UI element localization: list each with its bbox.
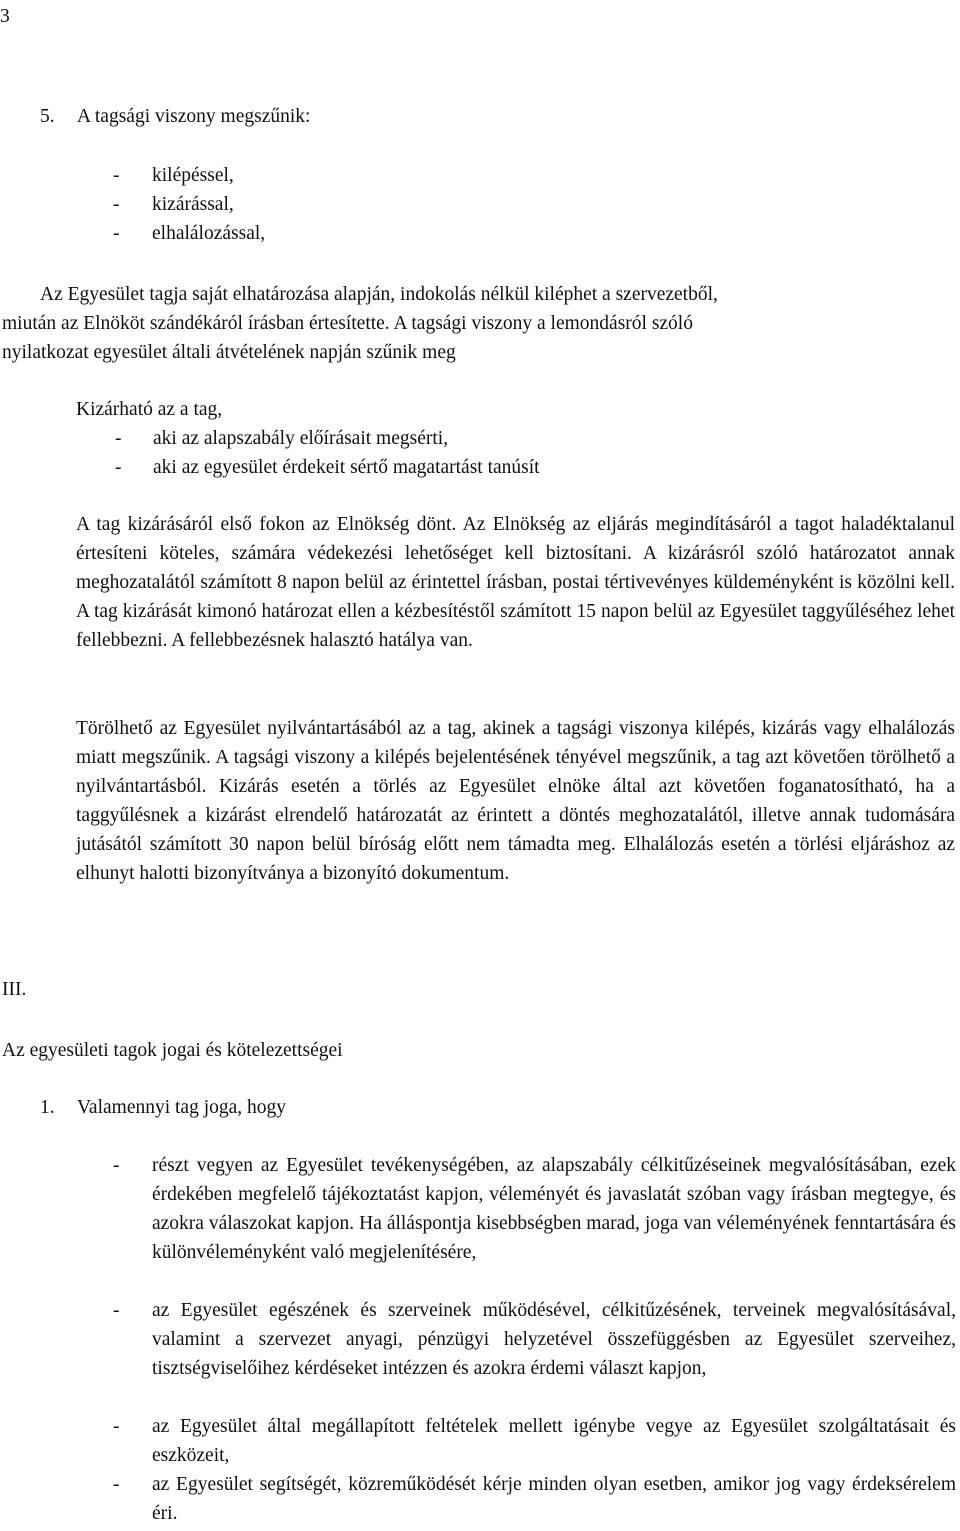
chapter-title: Az egyesületi tagok jogai és kötelezettségei (2, 1040, 343, 1061)
termination-item (113, 219, 413, 248)
chapter-number: III. (2, 979, 27, 1000)
exclusion-item-text: aki az egyesület érdekeit sértő magatartást tanúsít (153, 457, 540, 478)
deletion-paragraph: Törölhető az Egyesület nyilvántartásából az a tag, akinek a tagsági viszonya kilépés, kizárás vagy elhalálozás miatt megszűnik. A tagsági viszony a kilépés bejelentésének tényével megszűnik, a tag azt követően törölhető a nyilvántartásból. Kizárás esetén a törlés az Egyesület elnöke által azt követően foganatosítható, ha a taggyűlésnek a kizárást elrendelő határozatát az érintett a döntés meghozatalától, illetve annak tudomására jutásától számított 30 napon belül bíróság előtt nem támadta meg. Elhalálozás esetén a törlési eljáráshoz az elhunyt halotti bizonyítványa a bizonyító dokumentum. (76, 718, 955, 884)
rights-item (113, 1151, 956, 1267)
rights-item-text: az Egyesület által megállapított feltételek mellett igénybe vegye az Egyesület szolgáltatásait és eszközeit, (152, 1416, 956, 1466)
exclusion-intro: Kizárható az a tag, (76, 399, 223, 420)
list-dash: - (113, 1300, 120, 1321)
list-dash: - (113, 165, 120, 186)
rights-item-text: az Egyesület segítségét, közreműködését kérje minden olyan esetben, amikor jog vagy érdeksérelem éri. (152, 1474, 956, 1524)
exclusion-item (115, 424, 815, 453)
exclusion-decision-paragraph: A tag kizárásáról első fokon az Elnökség dönt. Az Elnökség az eljárás megindításáról a tagot haladéktalanul értesíteni köteles, számára védekezési lehetőséget kell biztosítani. A kizárásról szóló határozatot annak meghozatalától számított 8 napon belül az érintettel írásban, postai tértivevényes küldeményként is közölni kell. A tag kizárását kimonó határozat ellen a kézbesítéstől számított 15 napon belül az Egyesület taggyűléséhez lehet fellebbezni. A fellebbezésnek halasztó hatálya van. (76, 514, 955, 651)
list-dash: - (115, 428, 122, 449)
section-1-title: Valamennyi tag joga, hogy (77, 1097, 287, 1118)
termination-item-text: kilépéssel, (152, 165, 234, 186)
list-dash: - (113, 1155, 120, 1176)
list-dash: - (113, 223, 120, 244)
list-dash: - (115, 457, 122, 478)
rights-item (113, 1470, 956, 1528)
termination-item (113, 161, 413, 190)
termination-item-text: elhalálozással, (152, 223, 266, 244)
leave-paragraph-line: nyilatkozat egyesület általi átvételének napján szűnik meg (2, 342, 456, 363)
leave-paragraph-line: miután az Elnököt szándékáról írásban értesítette. A tagsági viszony a lemondásról szóló (2, 313, 693, 334)
rights-item (113, 1296, 956, 1383)
termination-item-text: kizárással, (152, 194, 234, 215)
termination-item (113, 190, 413, 219)
leave-paragraph-line: Az Egyesület tagja saját elhatározása alapján, indokolás nélkül kiléphet a szervezetből, (40, 284, 718, 305)
exclusion-item-text: aki az alapszabály előírásait megsérti, (153, 428, 449, 449)
list-dash: - (113, 1416, 120, 1437)
list-dash: - (113, 1474, 120, 1495)
section-1-number: 1. (40, 1097, 55, 1118)
rights-item-text: részt vegyen az Egyesület tevékenységében, az alapszabály célkitűzéseinek megvalósításában, ezek érdekében megfelelő tájékoztatást kapjon, véleményét és javaslatát szóban vagy írásban megtegye, és azokra válaszokat kapjon. Ha álláspontja kisebbségben marad, joga van véleményének fenntartására és különvéleményként való megjelenítésére, (152, 1155, 956, 1263)
page-number: 3 (0, 6, 10, 27)
list-dash: - (113, 194, 120, 215)
exclusion-item (115, 453, 815, 482)
rights-item-text: az Egyesület egészének és szerveinek működésével, célkitűzésének, terveinek megvalósításával, valamint a szervezet anyagi, pénzügyi helyzetével összefüggésben az Egyesület szerveihez, tisztségviselőihez kérdéseket intézzen és azokra érdemi választ kapjon, (152, 1300, 956, 1379)
rights-item (113, 1412, 956, 1470)
section-5-number: 5. (40, 106, 55, 127)
section-5-title: A tagsági viszony megszűnik: (77, 106, 311, 127)
